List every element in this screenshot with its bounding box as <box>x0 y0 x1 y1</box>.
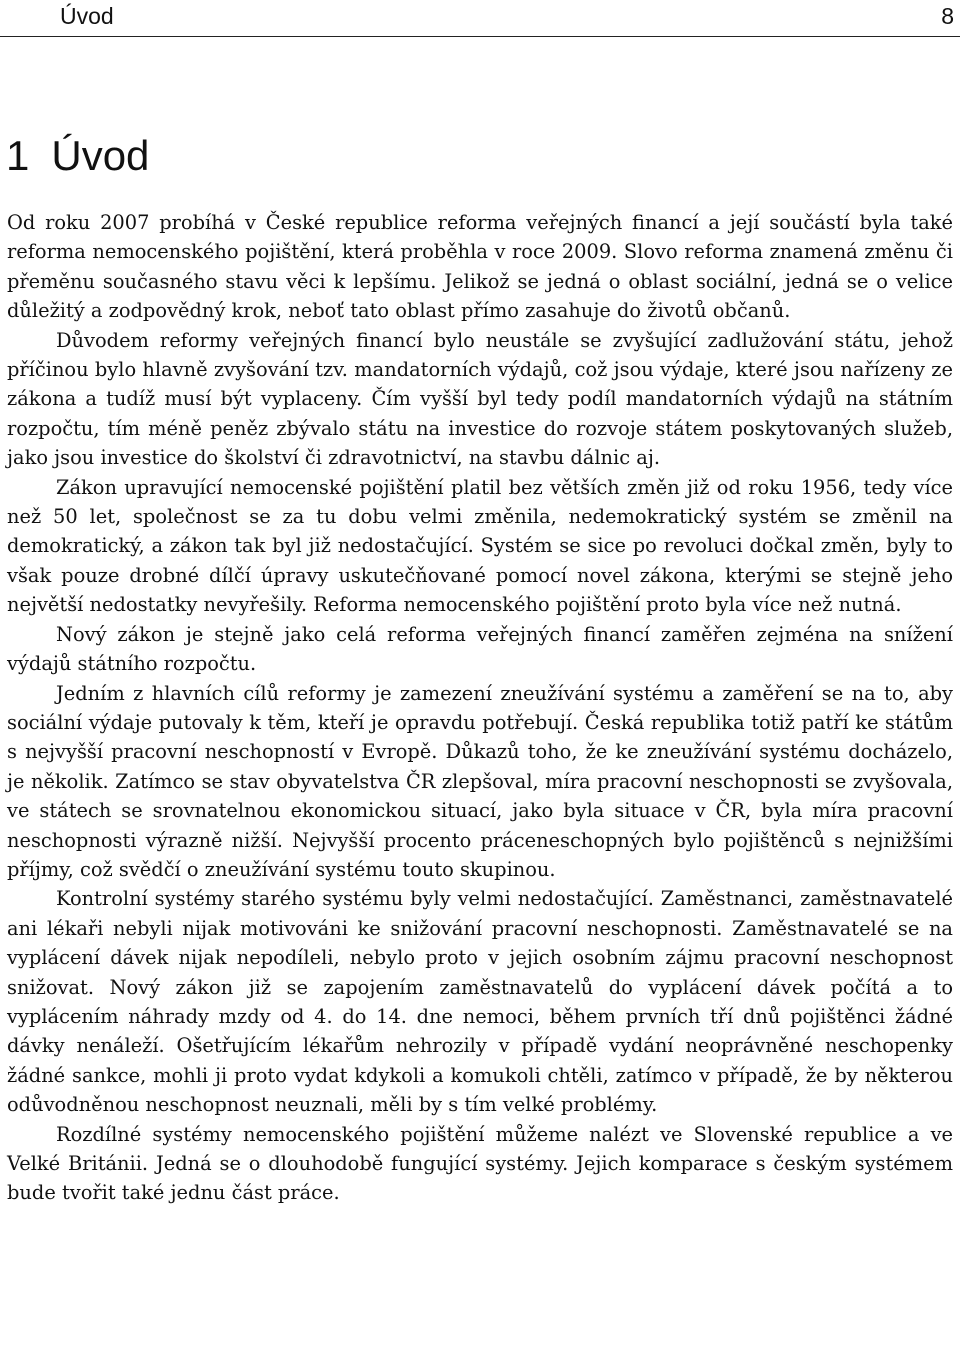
paragraph: Zákon upravující nemocenské pojištění platil bez větších změn již od roku 1956, tedy více než 50 let, společnost se za tu dobu velmi změnila, nedemokratický systém se změnil na demokratický, a zákon tak byl již nedostačující. Systém se sice po revoluci dočkal změn, byly to však pouze drobné dílčí úpravy uskutečňované pomocí novel zákona, kterými se stejně jeho největší nedostatky nevyřešily. Reforma nemocenského pojištění proto byla více než nutná. <box>7 475 953 617</box>
body-text <box>7 208 953 1208</box>
paragraph: Rozdílné systémy nemocenského pojištění můžeme nalézt ve Slovenské republice a ve Velké Británii. Jedná se o dlouhodobě fungující systémy. Jejich komparace s českým systémem bude tvořit také jednu část práce. <box>7 1122 953 1205</box>
running-header <box>0 0 960 37</box>
paragraph: Důvodem reformy veřejných financí bylo neustále se zvyšující zadlužování státu, jehož příčinou bylo hlavně zvyšování tzv. mandatorních výdajů, což jsou výdaje, které jsou nařízeny ze zákona a tudíž musí být vyplaceny. Čím vyšší byl tedy podíl mandatorních výdajů na státním rozpočtu, tím méně peněz zbývalo státu na investice do rozvoje státem poskytovaných služeb, jako jsou investice do školství či zdravotnictví, na stavbu dálnic aj. <box>7 328 953 470</box>
page-number: 8 <box>941 3 954 29</box>
paragraph: Jedním z hlavních cílů reformy je zamezení zneužívání systému a zaměření se na to, aby sociální výdaje putovaly k těm, kteří je opravdu potřebují. Česká republika totiž patří ke státům s nejvyšší pracovní neschopností v Evropě. Důkazů toho, že ke zneužívání systému docházelo, je několik. Zatímco se stav obyvatelstva ČR zlepšoval, míra pracovní neschopnosti se zvyšovala, ve státech se srovnatelnou ekonomickou situací, jako byla situace v ČR, byla míra pracovní neschopnosti výrazně nižší. Nejvyšší procento práceneschopných bylo pojištěnců s nejnižšími příjmy, což svědčí o zneužívání systému touto skupinou. <box>7 681 953 881</box>
paragraph: Od roku 2007 probíhá v České republice reforma veřejných financí a její součástí byla také reforma nemocenského pojištění, která proběhla v roce 2009. Slovo reforma znamená změnu či přeměnu současného stavu věci k lepšímu. Jelikož se jedná o oblast sociální, jedná se o velice důležitý a zodpovědný krok, neboť tato oblast přímo zasahuje do životů občanů. <box>7 211 953 323</box>
paragraph: Nový zákon je stejně jako celá reforma veřejných financí zaměřen zejména na snížení výdajů státního rozpočtu. <box>7 622 953 676</box>
paragraph: Kontrolní systémy starého systému byly velmi nedostačující. Zaměstnanci, zaměstnavatelé ani lékaři nebyli nijak motivováni ke snižování pracovní neschopnosti. Zaměstnavatelé se na vyplácení dávek nijak nepodíleli, nebylo proto v jejich osobním zájmu pracovní neschopnost snižovat. Nový zákon již se zapojením zaměstnavatelů do vyplácení dávek počítá a to vyplácením náhrady mzdy od 4. do 14. dne nemoci, během prvních tří dnů pojištěnci žádné dávky nenáleží. Ošetřujícím lékařům nehrozily v případě vydání neoprávněné neschopenky žádné sankce, mohli ji proto vydat kdykoli a komukoli chtěli, zatímco v případě, že by některou odůvodněnou neschopnost neuznali, měli by s tím velké problémy. <box>7 887 953 1117</box>
chapter-number: 1 <box>6 132 30 179</box>
chapter-heading <box>6 128 149 184</box>
running-header-title: Úvod <box>60 3 114 29</box>
chapter-title: Úvod <box>51 132 150 179</box>
